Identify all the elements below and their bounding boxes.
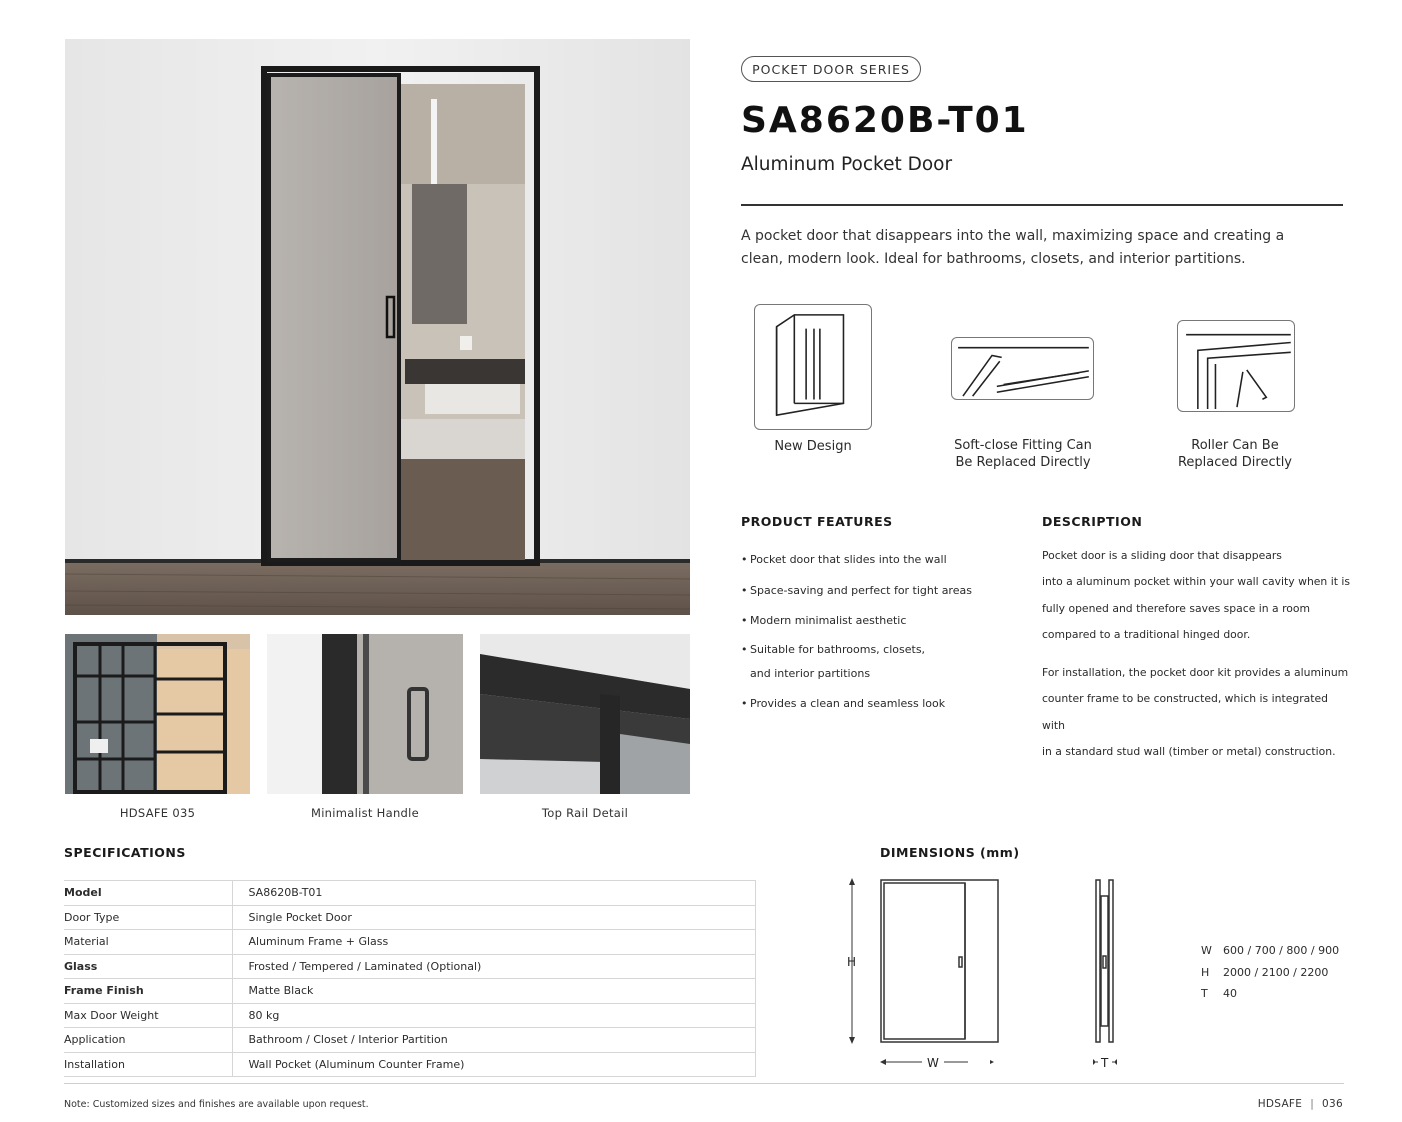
feature-caption-new-design: New Design: [774, 439, 852, 454]
dim-h-label: H: [847, 955, 857, 969]
thumb-handle-photo: [267, 634, 463, 794]
table-row: Application Bathroom / Closet / Interior Partition: [64, 1028, 756, 1053]
intro-paragraph: A pocket door that disappears into the wall, maximizing space and creating a clean, modern look. Ideal for bathrooms, closets, and interior partitions.: [741, 228, 1285, 267]
footer-divider: [64, 1083, 1344, 1084]
soft-close-fitting-icon: [951, 337, 1094, 400]
list-item: • Modern minimalist aesthetic: [741, 609, 1021, 633]
list-item: H 2000 / 2100 / 2200: [1201, 965, 1329, 979]
series-badge: POCKET DOOR SERIES: [741, 56, 921, 82]
thumb-caption: Minimalist Handle: [310, 806, 420, 820]
list-item-continuation: and interior partitions: [750, 667, 871, 680]
dim-w-label: W: [927, 1056, 939, 1070]
title-divider: [741, 204, 1343, 206]
new-design-icon: [754, 304, 872, 430]
list-item: • Pocket door that slides into the wall: [741, 548, 1021, 572]
feature-caption-roller: Roller Can Be Replaced Directly: [1177, 438, 1293, 470]
dimension-values: [1201, 944, 1339, 1009]
thumb-door-grid-photo: [65, 634, 250, 794]
footer-separator: |: [1310, 1098, 1315, 1110]
dim-t-label: T: [1101, 1056, 1109, 1070]
table-row: Door Type Single Pocket Door: [64, 905, 756, 930]
list-item: T 40: [1201, 987, 1237, 1000]
product-features-list: [741, 548, 1021, 728]
description-paragraph-1: Pocket door is a sliding door that disappears into a aluminum pocket within your wall cavity when it is fully opened and therefore saves space in a room compared to a traditional hinged door.: [1042, 549, 1350, 641]
table-row: Max Door Weight 80 kg: [64, 1003, 756, 1028]
table-row: Glass Frosted / Tempered / Laminated (Optional): [64, 954, 756, 979]
footer-note: Note: Customized sizes and finishes are available upon request.: [64, 1099, 369, 1110]
side-section-drawing: [1090, 872, 1130, 1072]
page-footer: [1258, 1098, 1343, 1110]
table-row: Frame Finish Matte Black: [64, 979, 756, 1004]
table-row: Installation Wall Pocket (Aluminum Counter Frame): [64, 1052, 756, 1077]
thumb-caption: Top Rail Detail: [541, 806, 629, 820]
product-subtitle: Aluminum Pocket Door: [741, 154, 953, 175]
model-title: SA8620B-T01: [741, 100, 1029, 141]
specifications-table: [64, 880, 756, 1077]
list-item: • Space-saving and perfect for tight areas: [741, 579, 1021, 603]
feature-caption-soft-close: Soft-close Fitting Can Be Replaced Directly: [954, 438, 1092, 470]
list-item: • Suitable for bathrooms, closets,: [741, 638, 1021, 662]
specifications-heading: SPECIFICATIONS: [64, 845, 186, 860]
page-number: 036: [1322, 1098, 1343, 1110]
thumb-caption: HDSAFE 035: [119, 806, 196, 820]
roller-icon: [1177, 320, 1295, 412]
brand-name: HDSAFE: [1257, 1098, 1303, 1110]
front-elevation-drawing: [840, 872, 1040, 1072]
thumb-top-rail-photo: [480, 634, 690, 794]
hero-product-photo: [65, 39, 690, 615]
product-features-heading: PRODUCT FEATURES: [741, 514, 893, 529]
list-item: W 600 / 700 / 800 / 900: [1201, 944, 1340, 957]
list-item: • Provides a clean and seamless look: [741, 692, 1021, 716]
description-paragraph-2: For installation, the pocket door kit provides a aluminum counter frame to be constructed, which is integrated with in a standard stud wall (timber or metal) construction.: [1042, 666, 1349, 758]
table-row: Model SA8620B-T01: [64, 881, 756, 906]
dimensions-heading: DIMENSIONS (mm): [880, 845, 1020, 860]
table-row: Material Aluminum Frame + Glass: [64, 930, 756, 955]
description-heading: DESCRIPTION: [1042, 514, 1143, 529]
